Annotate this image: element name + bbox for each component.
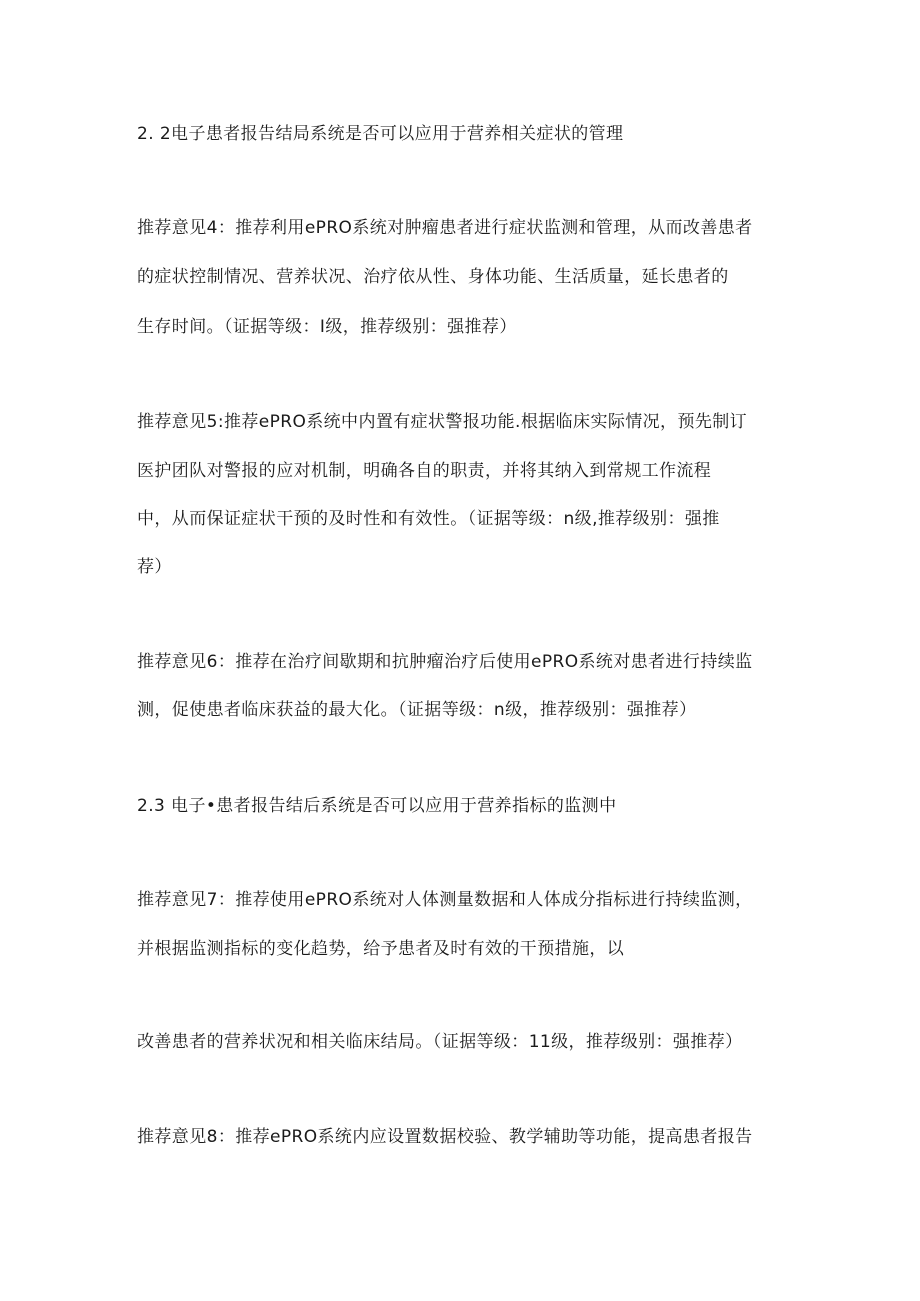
rec5-line-1: 推荐意见5:推荐ePRO系统中内置有症状警报功能.根据临床实际情况，预先制订 (137, 412, 748, 432)
section-heading-2-3: 2.3 电子•患者报告结后系统是否可以应用于营养指标的监测中 (137, 796, 617, 816)
section-heading-2-2: 2. 2电子患者报告结局系统是否可以应用于营养相关症状的管理 (137, 124, 624, 144)
rec5-line-4: 荐） (137, 557, 172, 577)
rec7-line-1: 推荐意见7：推荐使用ePRO系统对人体测量数据和人体成分指标进行持续监测， (137, 890, 753, 910)
rec5-line-2: 医护团队对警报的应对机制，明确各自的职责，并将其纳入到常规工作流程 (137, 461, 712, 481)
rec7-line-2: 并根据监测指标的变化趋势，给予患者及时有效的干预措施，以 (137, 939, 625, 959)
rec8-line-1: 推荐意见8：推荐ePRO系统内应设置数据校验、教学辅助等功能，提高患者报告 (137, 1127, 753, 1147)
rec5-line-3: 中，从而保证症状干预的及时性和有效性。（证据等级：n级,推荐级别：强推 (137, 509, 720, 529)
rec4-line-2: 的症状控制情况、营养状况、治疗依从性、身体功能、生活质量，延长患者的 (137, 267, 729, 287)
rec4-line-3: 生存时间。（证据等级：I级，推荐级别：强推荐） (137, 317, 517, 337)
rec7-line-3: 改善患者的营养状况和相关临床结局。（证据等级：11级，推荐级别：强推荐） (137, 1032, 743, 1052)
rec6-line-2: 测，促使患者临床获益的最大化。（证据等级：n级，推荐级别：强推荐） (137, 700, 697, 720)
rec4-line-1: 推荐意见4：推荐利用ePRO系统对肿瘤患者进行症状监测和管理，从而改善患者 (137, 218, 753, 238)
rec6-line-1: 推荐意见6：推荐在治疗间歇期和抗肿瘤治疗后使用ePRO系统对患者进行持续监 (137, 652, 753, 672)
